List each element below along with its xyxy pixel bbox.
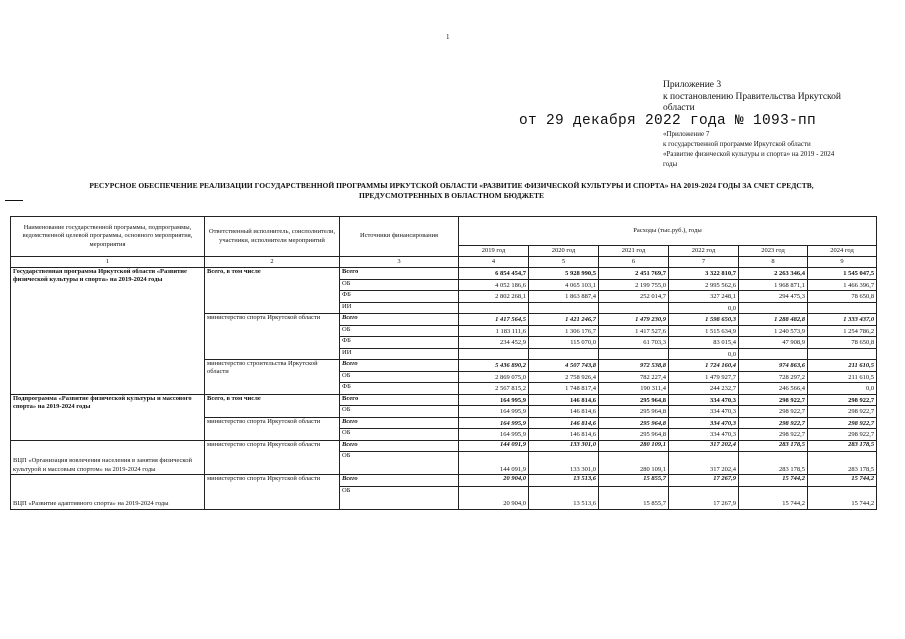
value-cell: 2 995 562,6 [669, 279, 739, 291]
value-cell: 211 610,5 [808, 360, 877, 372]
value-cell: 317 202,4 [669, 452, 739, 475]
value-cell: 15 855,7 [599, 486, 669, 509]
source-cell: Всего [340, 314, 459, 326]
value-cell: 4 065 103,1 [529, 279, 599, 291]
value-cell: 334 470,3 [669, 417, 739, 429]
value-cell: 280 109,1 [599, 452, 669, 475]
executor-cell: Всего, в том числе [205, 268, 340, 314]
value-cell: 234 452,9 [459, 337, 529, 349]
value-cell: 334 470,3 [669, 394, 739, 406]
value-cell: 2 199 755,0 [599, 279, 669, 291]
value-cell: 133 301,0 [529, 452, 599, 475]
title-line: РЕСУРСНОЕ ОБЕСПЕЧЕНИЕ РЕАЛИЗАЦИИ ГОСУДАРСТВЕННОЙ ПРОГРАММЫ ИРКУТСКОЙ ОБЛАСТИ «РАЗВИТИЕ ФИЗИЧЕСКОЙ КУЛЬТУРЫ И СПОРТА» НА 2019-2024 ГОДЫ ЗА СЧЕТ СРЕДСТВ, [89, 181, 814, 190]
value-cell: 144 091,9 [459, 440, 529, 452]
header-year: 2021 год [599, 246, 669, 257]
value-cell [739, 348, 808, 360]
value-cell: 1 545 047,5 [808, 268, 877, 280]
value-cell: 17 267,9 [669, 475, 739, 487]
table-header [11, 217, 877, 268]
value-cell: 15 744,2 [808, 475, 877, 487]
source-cell: Всего [340, 417, 459, 429]
header-column-number: 1 [11, 257, 205, 268]
value-cell [599, 348, 669, 360]
header-year: 2023 год [739, 246, 808, 257]
previous-appendix-note [663, 129, 878, 169]
value-cell: 294 475,3 [739, 291, 808, 303]
header-expenses: Расходы (тыс.руб.), годы [459, 217, 877, 246]
value-cell: 298 922,7 [808, 429, 877, 441]
source-cell: ОБ [340, 406, 459, 418]
value-cell: 283 178,5 [808, 440, 877, 452]
source-cell: Всего [340, 360, 459, 372]
header-column-number: 8 [739, 257, 808, 268]
value-cell: 0,0 [669, 302, 739, 314]
value-cell: 283 178,5 [739, 452, 808, 475]
value-cell: 83 015,4 [669, 337, 739, 349]
executor-cell: министерство спорта Иркутской области [205, 314, 340, 360]
value-cell: 298 922,7 [739, 406, 808, 418]
executor-cell: министерство спорта Иркутской области [205, 475, 340, 510]
value-cell: 164 995,9 [459, 406, 529, 418]
value-cell: 1 417 564,5 [459, 314, 529, 326]
value-cell: 283 178,5 [739, 440, 808, 452]
appendix-note [663, 80, 853, 115]
header-column-number: 2 [205, 257, 340, 268]
value-cell: 0,0 [808, 383, 877, 395]
value-cell: 1 724 160,4 [669, 360, 739, 372]
value-cell: 1 240 573,9 [739, 325, 808, 337]
value-cell: 1 598 650,3 [669, 314, 739, 326]
table-row [11, 475, 877, 487]
value-cell: 144 091,9 [459, 452, 529, 475]
header-executor: Ответственный исполнитель, соисполнители, участники, исполнители мероприятий [205, 217, 340, 257]
value-cell: 298 922,7 [808, 406, 877, 418]
program-name-cell: ВЦП «Организация вовлечения населения в занятия физической культурой и массовым спортом» на 2019-2024 годы [11, 440, 205, 475]
source-cell: Всего [340, 440, 459, 452]
value-cell: 298 922,7 [808, 394, 877, 406]
value-cell [808, 302, 877, 314]
header-year: 2022 год [669, 246, 739, 257]
header-name: Наименование государственной программы, подпрограммы, ведомственной целевой программы, основного мероприятия, мероприятия [11, 217, 205, 257]
value-cell: 1 479 230,9 [599, 314, 669, 326]
value-cell: 115 070,0 [529, 337, 599, 349]
source-cell: Всего [340, 268, 459, 280]
value-cell: 5 436 890,2 [459, 360, 529, 372]
header-column-numbers-row [11, 257, 877, 268]
value-cell: 334 470,3 [669, 406, 739, 418]
page-number: 1 [446, 33, 450, 41]
value-cell: 0,0 [669, 348, 739, 360]
margin-mark [5, 200, 23, 201]
value-cell: 164 995,9 [459, 394, 529, 406]
appendix-line: Приложение 3 [663, 80, 722, 90]
value-cell: 20 904,0 [459, 486, 529, 509]
value-cell: 295 964,8 [599, 394, 669, 406]
value-cell: 1 288 482,8 [739, 314, 808, 326]
header-column-number: 5 [529, 257, 599, 268]
value-cell [739, 302, 808, 314]
source-cell: ОБ [340, 371, 459, 383]
value-cell: 2 263 346,4 [739, 268, 808, 280]
source-cell: Всего [340, 475, 459, 487]
appendix-prev-line: «Развитие физической культуры и спорта» на 2019 - 2024 [663, 150, 835, 158]
header-year: 2024 год [808, 246, 877, 257]
value-cell: 6 854 454,7 [459, 268, 529, 280]
value-cell: 298 922,7 [739, 394, 808, 406]
value-cell: 17 267,9 [669, 486, 739, 509]
value-cell: 146 814,6 [529, 394, 599, 406]
table-row [11, 268, 877, 280]
table-body [11, 268, 877, 510]
value-cell: 295 964,8 [599, 429, 669, 441]
value-cell: 2 869 075,0 [459, 371, 529, 383]
value-cell: 280 109,1 [599, 440, 669, 452]
value-cell: 283 178,5 [808, 452, 877, 475]
value-cell: 190 311,4 [599, 383, 669, 395]
value-cell: 298 922,7 [808, 417, 877, 429]
decree-date-number: от 29 декабря 2022 года № 1093-пп [519, 113, 817, 129]
source-cell: ФБ [340, 291, 459, 303]
source-cell: ОБ [340, 452, 459, 475]
value-cell: 1 515 634,9 [669, 325, 739, 337]
table-row [11, 440, 877, 452]
header-column-number: 4 [459, 257, 529, 268]
program-name-cell: ВЦП «Развитие адаптивного спорта» на 2019-2024 годы [11, 475, 205, 510]
value-cell: 298 922,7 [739, 429, 808, 441]
value-cell: 1 333 437,0 [808, 314, 877, 326]
header-column-number: 7 [669, 257, 739, 268]
table-row [11, 394, 877, 406]
value-cell: 5 928 990,5 [529, 268, 599, 280]
value-cell: 1 968 871,1 [739, 279, 808, 291]
value-cell: 15 855,7 [599, 475, 669, 487]
value-cell: 317 202,4 [669, 440, 739, 452]
value-cell: 1 421 246,7 [529, 314, 599, 326]
value-cell: 295 964,8 [599, 406, 669, 418]
value-cell: 244 232,7 [669, 383, 739, 395]
value-cell: 2 451 769,7 [599, 268, 669, 280]
executor-cell: министерство спорта Иркутской области [205, 417, 340, 440]
value-cell: 1 466 396,7 [808, 279, 877, 291]
value-cell: 1 479 927,7 [669, 371, 739, 383]
source-cell: ОБ [340, 429, 459, 441]
value-cell: 15 744,2 [739, 475, 808, 487]
appendix-prev-line: к государственной программе Иркутской области [663, 140, 811, 148]
value-cell: 728 297,2 [739, 371, 808, 383]
value-cell: 1 748 817,4 [529, 383, 599, 395]
header-source: Источники финансирования [340, 217, 459, 257]
value-cell [459, 348, 529, 360]
program-name-cell: Государственная программа Иркутской области «Развитие физической культуры и спорта» на 2019-2024 годы [11, 268, 205, 395]
value-cell: 133 301,0 [529, 440, 599, 452]
value-cell: 295 964,8 [599, 417, 669, 429]
value-cell: 2 802 268,1 [459, 291, 529, 303]
value-cell: 15 744,2 [808, 486, 877, 509]
executor-cell: министерство строительства Иркутской области [205, 360, 340, 395]
value-cell: 146 814,6 [529, 417, 599, 429]
value-cell: 146 814,6 [529, 429, 599, 441]
source-cell: ИИ [340, 302, 459, 314]
value-cell: 2 567 815,2 [459, 383, 529, 395]
value-cell: 78 650,8 [808, 337, 877, 349]
source-cell: ОБ [340, 325, 459, 337]
title-line: ПРЕДУСМОТРЕННЫХ В ОБЛАСТНОМ БЮДЖЕТЕ [359, 191, 544, 200]
value-cell: 298 922,7 [739, 417, 808, 429]
value-cell [459, 302, 529, 314]
header-column-number: 6 [599, 257, 669, 268]
header-year: 2019 год [459, 246, 529, 257]
value-cell: 164 995,9 [459, 417, 529, 429]
value-cell [529, 302, 599, 314]
program-name-cell: Подпрограмма «Развитие физической культуры и массового спорта» на 2019-2024 годы [11, 394, 205, 440]
appendix-line: к постановлению Правительства Иркутской [663, 91, 842, 102]
value-cell [599, 302, 669, 314]
source-cell: ИИ [340, 348, 459, 360]
value-cell: 972 538,8 [599, 360, 669, 372]
value-cell: 1 863 887,4 [529, 291, 599, 303]
value-cell: 211 610,5 [808, 371, 877, 383]
value-cell [808, 348, 877, 360]
value-cell: 246 566,4 [739, 383, 808, 395]
value-cell: 1 306 176,7 [529, 325, 599, 337]
value-cell: 782 227,4 [599, 371, 669, 383]
source-cell: ФБ [340, 337, 459, 349]
executor-cell: Всего, в том числе [205, 394, 340, 417]
source-cell: ФБ [340, 383, 459, 395]
value-cell: 47 908,9 [739, 337, 808, 349]
header-year: 2020 год [529, 246, 599, 257]
value-cell: 1 254 786,2 [808, 325, 877, 337]
value-cell: 20 904,0 [459, 475, 529, 487]
header-column-number: 3 [340, 257, 459, 268]
value-cell: 78 650,8 [808, 291, 877, 303]
appendix-prev-line: годы [663, 160, 678, 168]
value-cell: 327 248,1 [669, 291, 739, 303]
appendix-prev-line: «Приложение 7 [663, 130, 710, 138]
value-cell: 974 863,6 [739, 360, 808, 372]
appendix-line: области [663, 103, 695, 113]
value-cell [529, 348, 599, 360]
budget-table [10, 216, 877, 510]
value-cell: 164 995,9 [459, 429, 529, 441]
value-cell: 15 744,2 [739, 486, 808, 509]
value-cell: 13 513,6 [529, 475, 599, 487]
source-cell: Всего [340, 394, 459, 406]
value-cell: 146 814,6 [529, 406, 599, 418]
value-cell: 1 417 527,6 [599, 325, 669, 337]
executor-cell: министерство спорта Иркутской области [205, 440, 340, 475]
document-title [14, 181, 889, 201]
value-cell: 334 470,3 [669, 429, 739, 441]
value-cell: 61 703,3 [599, 337, 669, 349]
value-cell: 4 507 743,8 [529, 360, 599, 372]
value-cell: 3 322 810,7 [669, 268, 739, 280]
value-cell: 2 758 926,4 [529, 371, 599, 383]
value-cell: 1 183 111,6 [459, 325, 529, 337]
source-cell: ОБ [340, 486, 459, 509]
value-cell: 4 052 186,6 [459, 279, 529, 291]
value-cell: 13 513,6 [529, 486, 599, 509]
source-cell: ОБ [340, 279, 459, 291]
header-column-number: 9 [808, 257, 877, 268]
value-cell: 252 014,7 [599, 291, 669, 303]
